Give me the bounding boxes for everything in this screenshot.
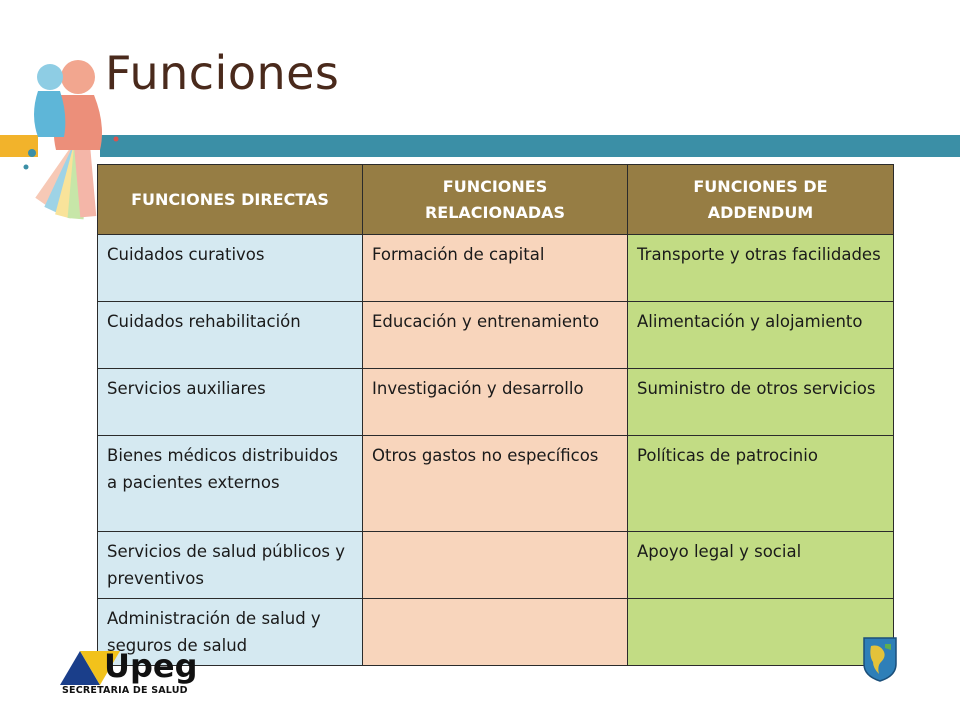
header-addendum-functions: FUNCIONES DE ADDENDUM: [628, 165, 894, 235]
table-cell: Apoyo legal y social: [628, 532, 894, 599]
table-cell: [363, 599, 628, 666]
table-cell: Investigación y desarrollo: [363, 369, 628, 436]
logo-subtitle: SECRETARIA DE SALUD: [62, 685, 188, 696]
header-related-functions: FUNCIONES RELACIONADAS: [363, 165, 628, 235]
table-row: [98, 436, 894, 532]
table-row: [98, 369, 894, 436]
table-cell: Cuidados curativos: [98, 235, 363, 302]
table-row: [98, 302, 894, 369]
logo-brand: Upeg: [104, 647, 198, 685]
table-cell: Educación y entrenamiento: [363, 302, 628, 369]
header-direct-functions: FUNCIONES DIRECTAS: [98, 165, 363, 235]
table-row: [98, 532, 894, 599]
table-cell: Alimentación y alojamiento: [628, 302, 894, 369]
table-row: [98, 235, 894, 302]
table-cell: Servicios auxiliares: [98, 369, 363, 436]
table-cell: Administración de salud y seguros de salud: [98, 599, 363, 666]
table-cell: [628, 599, 894, 666]
table-cell: Políticas de patrocinio: [628, 436, 894, 532]
table-cell: Suministro de otros servicios: [628, 369, 894, 436]
footer-logo: [58, 645, 208, 705]
table-row: [98, 599, 894, 666]
table-cell: Servicios de salud públicos y preventivos: [98, 532, 363, 599]
table-cell: [363, 532, 628, 599]
table-cell: Cuidados rehabilitación: [98, 302, 363, 369]
table-header-row: [98, 165, 894, 235]
page-title: Funciones: [105, 46, 340, 100]
table-cell: Formación de capital: [363, 235, 628, 302]
table-cell: Otros gastos no específicos: [363, 436, 628, 532]
crest-icon: [861, 636, 899, 682]
accent-band-teal: [100, 135, 960, 157]
table-cell: Bienes médicos distribuidos a pacientes externos: [98, 436, 363, 532]
functions-table: [97, 164, 894, 666]
table-cell: Transporte y otras facilidades: [628, 235, 894, 302]
